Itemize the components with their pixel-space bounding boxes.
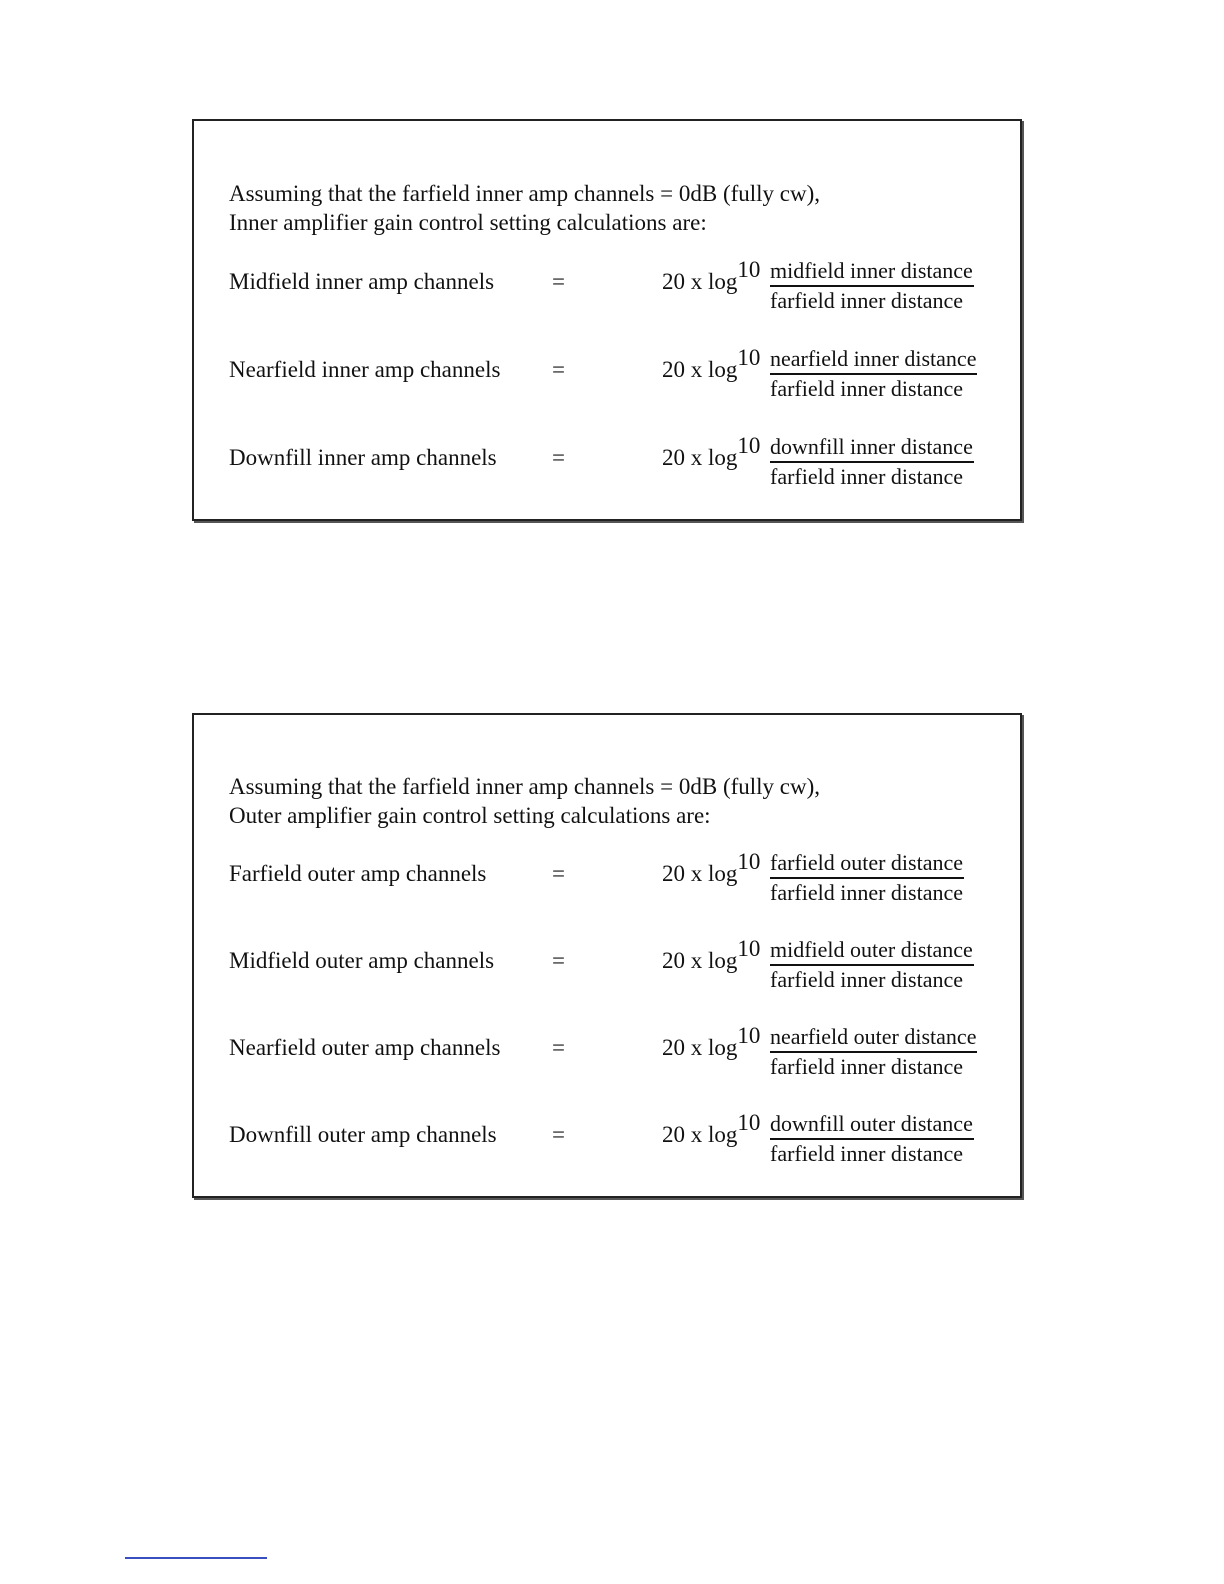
log-base: 10 [737,257,761,282]
equals-sign: = [552,445,565,470]
inner-intro-line2: Inner amplifier gain control setting calculations are: [229,210,707,235]
coefficient: 20 x log [662,861,738,886]
coefficient: 20 x log [662,357,738,382]
denominator: farfield inner distance [770,1054,964,1079]
log-formula [662,257,761,295]
distance-ratio [770,257,974,315]
inner-intro-line1: Assuming that the farfield inner amp channels = 0dB (fully cw), [229,181,821,206]
coefficient: 20 x log [662,1035,738,1060]
equals-sign: = [552,357,565,382]
numerator: midfield inner distance [770,257,974,287]
row-label: Midfield inner amp channels [229,269,495,294]
denominator: farfield inner distance [770,288,964,313]
outer-amp-panel [192,713,1022,1198]
log-formula [662,345,761,383]
numerator: midfield outer distance [770,936,974,966]
inner-row-nearfield [194,345,1020,410]
numerator: farfield outer distance [770,849,964,879]
denominator: farfield inner distance [770,1141,964,1166]
outer-row-downfill [194,1110,1020,1175]
numerator: downfill outer distance [770,1110,974,1140]
distance-ratio [770,849,964,907]
outer-intro-line1: Assuming that the farfield inner amp channels = 0dB (fully cw), [229,774,821,799]
numerator: nearfield inner distance [770,345,977,375]
distance-ratio [770,433,974,491]
log-formula [662,849,761,887]
equals-sign: = [552,861,565,886]
denominator: farfield inner distance [770,880,964,905]
inner-row-midfield [194,257,1020,322]
inner-amp-panel [192,119,1022,521]
outer-row-nearfield [194,1023,1020,1088]
coefficient: 20 x log [662,1122,738,1147]
log-formula [662,936,761,974]
log-formula [662,1023,761,1061]
outer-row-midfield [194,936,1020,1001]
log-formula [662,1110,761,1148]
row-label: Nearfield outer amp channels [229,1035,501,1060]
row-label: Nearfield inner amp channels [229,357,501,382]
log-base: 10 [737,345,761,370]
denominator: farfield inner distance [770,967,964,992]
distance-ratio [770,1023,977,1081]
inner-row-downfill [194,433,1020,498]
equals-sign: = [552,1035,565,1060]
distance-ratio [770,936,974,994]
row-label: Downfill outer amp channels [229,1122,497,1147]
log-base: 10 [737,936,761,961]
log-base: 10 [737,433,761,458]
log-base: 10 [737,1110,761,1135]
outer-intro-line2: Outer amplifier gain control setting calculations are: [229,803,711,828]
distance-ratio [770,345,977,403]
log-base: 10 [737,849,761,874]
equals-sign: = [552,269,565,294]
numerator: downfill inner distance [770,433,974,463]
log-formula [662,433,761,471]
row-label: Midfield outer amp channels [229,948,495,973]
outer-panel-intro [229,772,820,830]
equals-sign: = [552,1122,565,1147]
row-label: Downfill inner amp channels [229,445,497,470]
denominator: farfield inner distance [770,376,964,401]
outer-row-farfield [194,849,1020,914]
footnote-separator [125,1557,267,1559]
log-base: 10 [737,1023,761,1048]
coefficient: 20 x log [662,445,738,470]
numerator: nearfield outer distance [770,1023,977,1053]
row-label: Farfield outer amp channels [229,861,487,886]
equals-sign: = [552,948,565,973]
denominator: farfield inner distance [770,464,964,489]
coefficient: 20 x log [662,948,738,973]
distance-ratio [770,1110,974,1168]
coefficient: 20 x log [662,269,738,294]
inner-panel-intro [229,179,820,237]
